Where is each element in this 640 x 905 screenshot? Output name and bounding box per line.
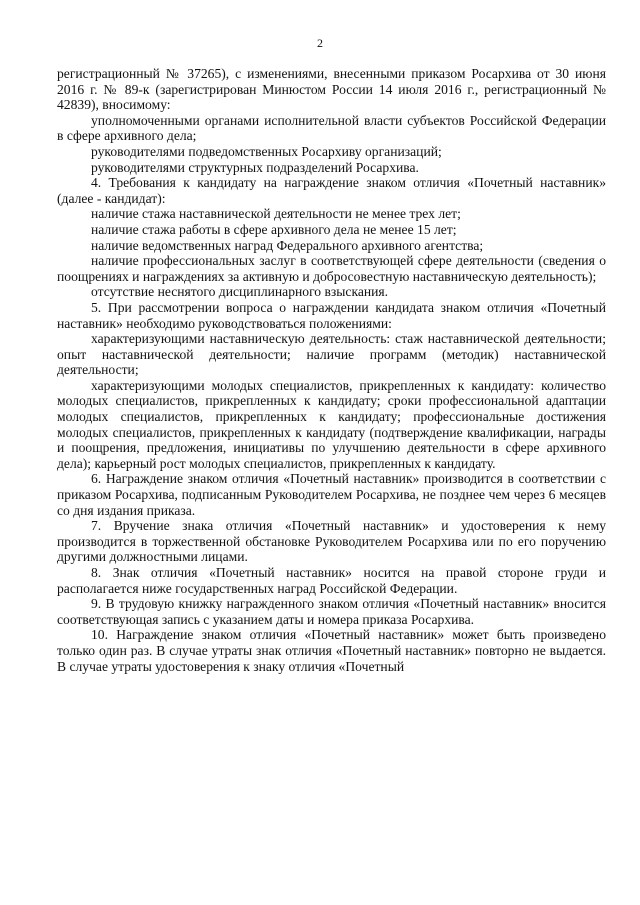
paragraph-item-6: 6. Награждение знаком отличия «Почетный наставник» производится в соответствии с приказом Росархива, подписанным Руководителем Росархива, не позднее чем через 6 месяцев со дня издания приказа.	[57, 471, 606, 518]
page-number: 2	[317, 36, 323, 50]
paragraph: наличие стажа работы в сфере архивного дела не менее 15 лет;	[91, 221, 457, 237]
paragraph: уполномоченными органами исполнительной власти субъектов Российской Федерации в сфере архивного дела;	[57, 112, 606, 144]
paragraph-continuation: регистрационный № 37265), с изменениями, внесенными приказом Росархива от 30 июня 2016 г. № 89-к (зарегистрирован Минюстом России 14 июля 2016 г., регистрационный № 42839), вносимому:	[57, 66, 606, 113]
paragraph-item-7: 7. Вручение знака отличия «Почетный наставник» и удостоверения к нему производится в торжественной обстановке Руководителем Росархива или по его поручению другими должностными лицами.	[57, 518, 606, 565]
paragraph-item-8: 8. Знак отличия «Почетный наставник» носится на правой стороне груди и располагается ниже государственных наград Российской Федерации.	[57, 565, 606, 596]
paragraph-item-5: 5. При рассмотрении вопроса о награждении кандидата знаком отличия «Почетный наставник» необходимо руководствоваться положениями:	[57, 299, 606, 331]
paragraph: руководителями структурных подразделений Росархива.	[91, 159, 419, 175]
paragraph: характеризующими молодых специалистов, прикрепленных к кандидату: количество молодых специалистов, прикрепленных к кандидату; сроки профессиональной адаптации молодых специалистов, прикрепленных к кандидату; профессиональные достижения молодых специалистов, прикрепленных к кандидату (подтверждение квалификации, награды и поощрения, предложения, инициативы по улучшению деятельности в сфере архивного дела); карьерный рост молодых специалистов, прикрепленных к кандидату.	[57, 377, 606, 471]
paragraph: отсутствие неснятого дисциплинарного взыскания.	[91, 284, 389, 300]
paragraph: руководителями подведомственных Росархиву организаций;	[91, 143, 442, 159]
paragraph-item-4: 4. Требования к кандидату на награждение знаком отличия «Почетный наставник» (далее - кандидат):	[57, 175, 606, 206]
paragraph-item-10: 10. Награждение знаком отличия «Почетный наставник» может быть произведено только один раз. В случае утраты знак отличия «Почетный наставник» повторно не выдается. В случае утраты удостоверения к знаку отличия «Почетный	[57, 627, 606, 674]
paragraph: характеризующими наставническую деятельность: стаж наставнической деятельности; опыт наставнической деятельности; наличие программ (методик) наставнической деятельности;	[57, 331, 606, 378]
paragraph: наличие стажа наставнической деятельности не менее трех лет;	[91, 206, 461, 222]
paragraph: наличие профессиональных заслуг в соответствующей сфере деятельности (сведения о поощрениях и награждениях за активную и добросовестную наставническую деятельность);	[57, 253, 606, 284]
paragraph: наличие ведомственных наград Федерального архивного агентства;	[91, 237, 484, 253]
document-body	[57, 66, 606, 674]
paragraph-item-9: 9. В трудовую книжку награжденного знаком отличия «Почетный наставник» вносится соответствующая запись с указанием даты и номера приказа Росархива.	[57, 596, 606, 627]
